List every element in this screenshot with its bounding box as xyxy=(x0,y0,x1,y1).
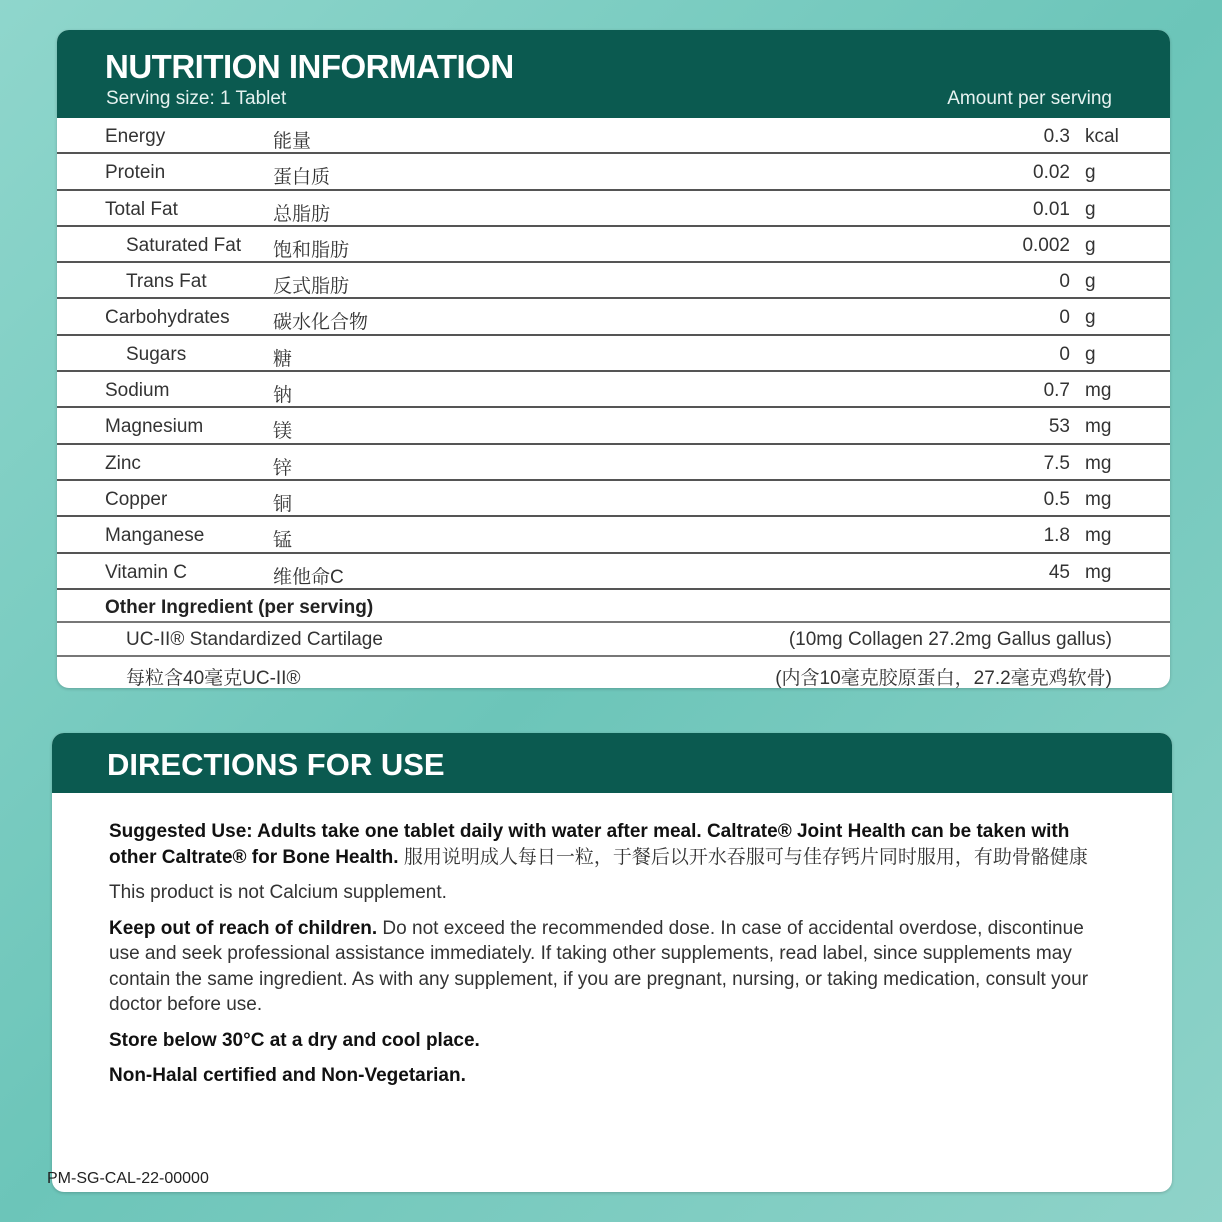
other-ingredient-row xyxy=(57,590,1170,623)
nutrient-value: 0 xyxy=(1059,343,1070,365)
nutrient-row xyxy=(57,191,1170,227)
nutrient-unit: mg xyxy=(1085,561,1112,583)
nutrient-zh: 锌 xyxy=(273,457,293,479)
warning-text: Do not exceed the recommended dose. In case of accidental overdose, discontinue use and seek professional assistance immediately. If taking other supplements, read label, since supplements may contain the same ingredient. As with any supplement, if you are pregnant, nursing, or taking medication, consult your doctor before use. xyxy=(109,917,1089,1015)
nutrient-row xyxy=(57,554,1170,590)
nutrient-row xyxy=(57,481,1170,517)
nutrient-unit: g xyxy=(1085,198,1096,220)
nutrient-en: Vitamin C xyxy=(105,561,188,583)
nutrient-value: 53 xyxy=(1048,416,1070,438)
suggested-use-en: Suggested Use: Adults take one tablet daily with water after meal. Caltrate® Joint Health can be taken with other Caltrate® for Bone Health. xyxy=(109,821,1070,868)
storage-text: Store below 30°C at a dry and cool place. xyxy=(109,1029,480,1051)
nutrient-unit: g xyxy=(1085,162,1096,184)
nutrient-value: 0.7 xyxy=(1043,380,1070,402)
ingredient-name: 每粒含40毫克UC-II® xyxy=(126,667,301,688)
nutrient-unit: mg xyxy=(1085,380,1112,402)
nutrition-title: NUTRITION INFORMATION xyxy=(105,48,514,85)
directions-panel xyxy=(52,733,1172,1192)
nutrient-unit: mg xyxy=(1085,416,1112,438)
nutrient-en: Energy xyxy=(105,126,166,147)
nutrient-unit: g xyxy=(1085,307,1096,329)
nutrient-en: Saturated Fat xyxy=(126,234,242,256)
ingredient-amount: (10mg Collagen 27.2mg Gallus gallus) xyxy=(788,628,1112,650)
nutrient-row xyxy=(57,517,1170,553)
nutrient-zh: 饱和脂肪 xyxy=(273,239,350,261)
nutrient-row xyxy=(57,372,1170,408)
nutrient-en: Sugars xyxy=(126,343,187,365)
nutrient-en: Manganese xyxy=(105,525,205,547)
nutrition-panel xyxy=(57,30,1170,688)
nutrient-unit: kcal xyxy=(1085,126,1119,147)
nutrient-unit: g xyxy=(1085,343,1096,365)
nutrient-value: 0.01 xyxy=(1033,198,1070,220)
nutrient-unit: mg xyxy=(1085,452,1112,474)
nutrient-value: 0.3 xyxy=(1043,126,1070,147)
nutrient-row xyxy=(57,408,1170,444)
nutrient-zh: 镁 xyxy=(273,421,293,443)
nutrient-value: 1.8 xyxy=(1043,525,1070,547)
nutrient-en: Trans Fat xyxy=(126,271,207,293)
nutrient-row xyxy=(57,299,1170,335)
nutrient-unit: g xyxy=(1085,271,1096,293)
nutrient-zh: 碳水化合物 xyxy=(273,312,369,334)
ingredient-row xyxy=(57,657,1170,688)
not-calcium-note: This product is not Calcium supplement. xyxy=(109,882,447,903)
nutrient-en: Protein xyxy=(105,162,166,184)
warning xyxy=(109,916,1116,1018)
nutrient-en: Zinc xyxy=(105,452,141,474)
nutrient-zh: 总脂肪 xyxy=(273,203,331,225)
nutrient-zh: 铜 xyxy=(273,493,293,515)
nutrition-header xyxy=(57,30,1170,118)
nutrient-en: Magnesium xyxy=(105,416,204,438)
nutrient-zh: 糖 xyxy=(273,348,293,370)
nutrient-value: 0.5 xyxy=(1043,488,1070,510)
ingredient-name: UC-II® Standardized Cartilage xyxy=(126,628,383,650)
nutrient-en: Carbohydrates xyxy=(105,307,230,329)
nutrient-value: 45 xyxy=(1048,561,1070,583)
nutrient-value: 0 xyxy=(1059,271,1070,293)
halal-text: Non-Halal certified and Non-Vegetarian. xyxy=(109,1065,466,1086)
nutrient-en: Sodium xyxy=(105,380,170,402)
ingredient-row xyxy=(57,623,1170,657)
nutrient-en: Copper xyxy=(105,488,168,510)
storage-note xyxy=(109,1028,1116,1054)
nutrient-zh: 反式脂肪 xyxy=(273,276,350,298)
nutrient-value: 0.002 xyxy=(1022,234,1070,256)
keep-out-label: Keep out of reach of children. xyxy=(109,917,378,939)
amount-header: Amount per serving xyxy=(947,88,1112,109)
nutrient-zh: 钠 xyxy=(273,385,293,407)
nutrient-value: 7.5 xyxy=(1043,452,1070,474)
nutrient-value: 0 xyxy=(1059,307,1070,329)
ingredient-amount: (内含10毫克胶原蛋白，27.2毫克鸡软骨) xyxy=(775,667,1112,688)
halal-note xyxy=(109,1063,1116,1089)
nutrient-unit: mg xyxy=(1085,488,1112,510)
nutrient-unit: g xyxy=(1085,234,1096,256)
nutrient-row xyxy=(57,227,1170,263)
serving-size: Serving size: 1 Tablet xyxy=(106,88,287,109)
directions-title: DIRECTIONS FOR USE xyxy=(107,747,445,782)
nutrient-row xyxy=(57,445,1170,481)
nutrient-zh: 维他命C xyxy=(273,566,344,588)
nutrient-en: Total Fat xyxy=(105,198,178,220)
suggested-use-zh: 服用说明成人每日一粒，于餐后以开水吞服可与佳存钙片同时服用，有助骨骼健康 xyxy=(398,846,1088,868)
nutrient-row xyxy=(57,336,1170,372)
nutrient-value: 0.02 xyxy=(1033,162,1070,184)
directions-header xyxy=(52,733,1172,793)
footer-code: PM-SG-CAL-22-00000 xyxy=(47,1170,209,1187)
nutrient-row xyxy=(57,263,1170,299)
nutrition-rows xyxy=(57,118,1170,590)
nutrient-zh: 锰 xyxy=(273,530,293,552)
nutrient-row xyxy=(57,118,1170,154)
nutrient-zh: 能量 xyxy=(273,131,312,152)
suggested-use xyxy=(109,819,1116,870)
other-ingredient-header: Other Ingredient (per serving) xyxy=(105,596,374,618)
nutrient-zh: 蛋白质 xyxy=(273,167,331,189)
nutrient-row xyxy=(57,154,1170,190)
nutrient-unit: mg xyxy=(1085,525,1112,547)
